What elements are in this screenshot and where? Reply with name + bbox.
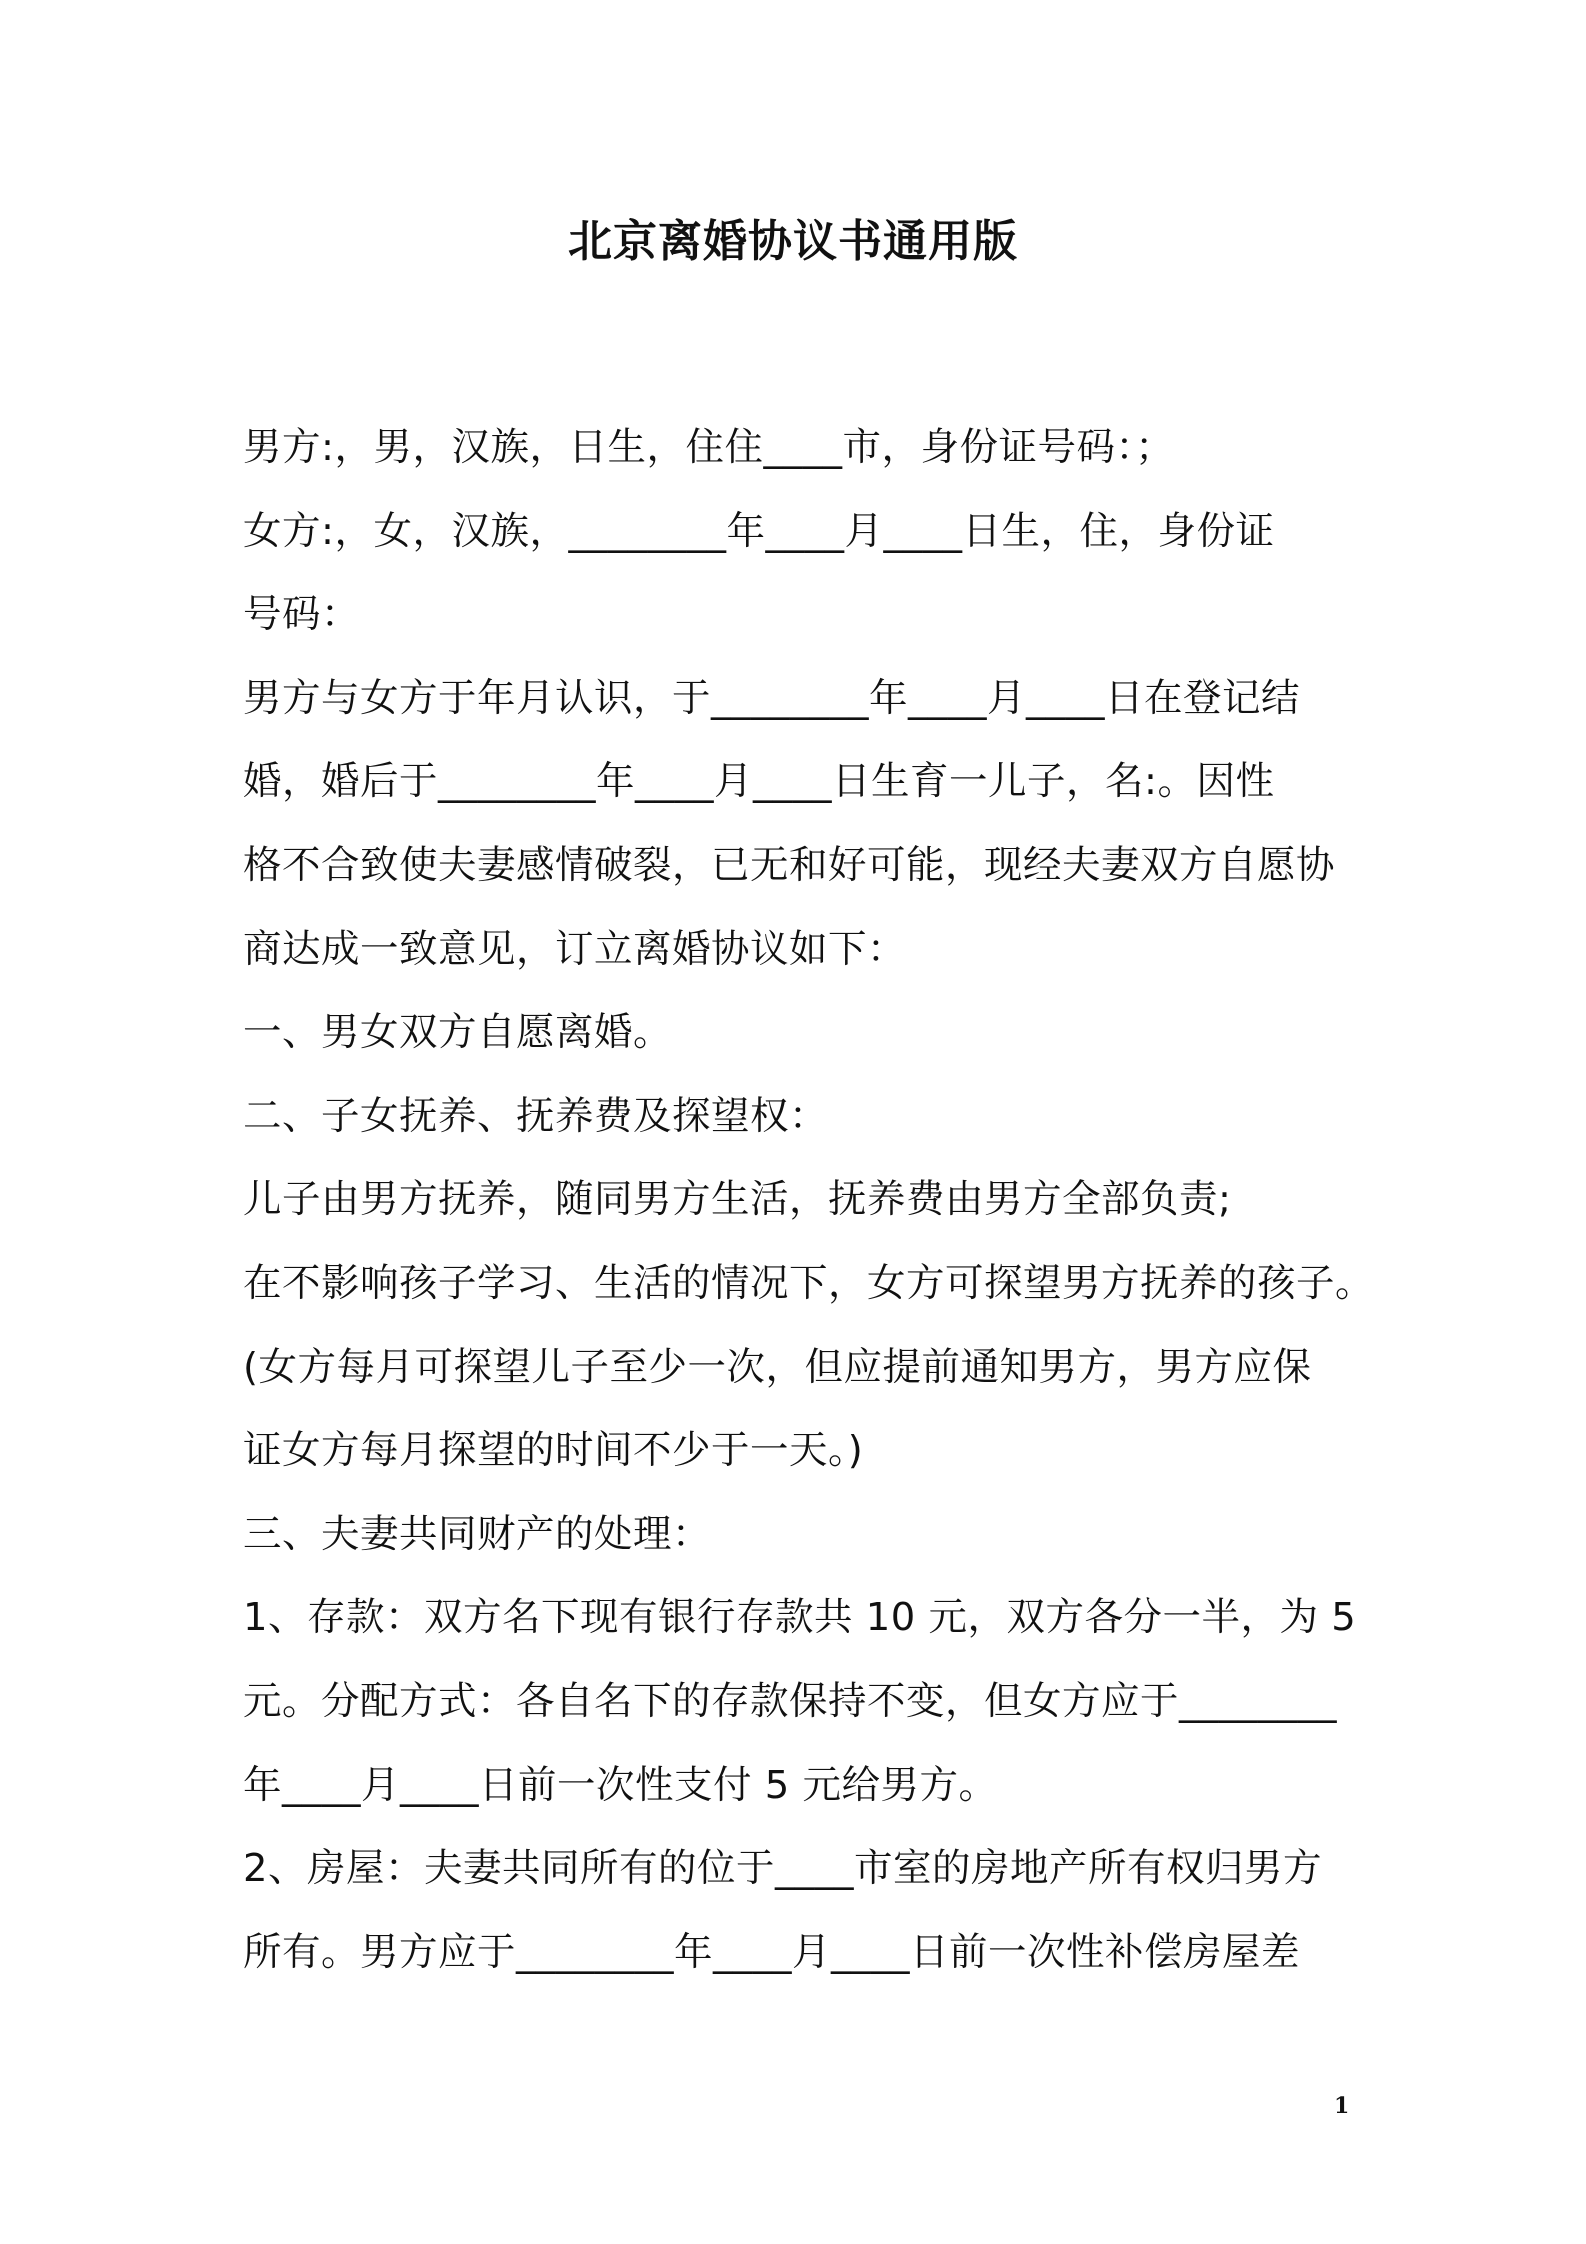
- document-title: 北京离婚协议书通用版: [568, 216, 1018, 267]
- paragraph-line: 证女方每月探望的时间不少于一天。): [243, 1428, 864, 1474]
- page-number: 1: [1334, 2093, 1350, 2119]
- section-heading: 一、男女双方自愿离婚。: [243, 1010, 673, 1056]
- document-body: [243, 406, 1375, 1994]
- paragraph-line: 儿子由男方抚养，随同男方生活，抚养费由男方全部负责;: [243, 1177, 1232, 1223]
- paragraph-line: 在不影响孩子学习、生活的情况下，女方可探望男方抚养的孩子。: [243, 1260, 1375, 1306]
- paragraph-line: 商达成一致意见，订立离婚协议如下：: [243, 926, 907, 972]
- paragraph-line: 所有。男方应于________年____月____日前一次性补偿房屋差: [243, 1929, 1301, 1975]
- paragraph-line: 元。分配方式：各自名下的存款保持不变，但女方应于________: [243, 1678, 1338, 1724]
- paragraph-line: 女方:，女，汉族，________年____月____日生，住，身份证: [243, 508, 1275, 554]
- section-heading: 三、夫妻共同财产的处理：: [243, 1511, 712, 1557]
- paragraph-line: 男方:，男，汉族，日生，住住____市，身份证号码：；: [243, 425, 1175, 470]
- paragraph-line: 2、房屋：夫妻共同所有的位于____市室的房地产所有权归男方: [243, 1846, 1322, 1892]
- section-heading: 二、子女抚养、抚养费及探望权：: [243, 1093, 829, 1139]
- paragraph-line: 号码：: [243, 592, 361, 638]
- paragraph-line: 1、存款：双方名下现有银行存款共 10 元，双方各分一半，为 5: [243, 1595, 1357, 1641]
- paragraph-line: 年____月____日前一次性支付 5 元给男方。: [243, 1762, 998, 1808]
- paragraph-line: 男方与女方于年月认识，于________年____月____日在登记结: [243, 675, 1301, 721]
- paragraph-line: 婚，婚后于________年____月____日生育一儿子，名:。因性: [243, 759, 1275, 805]
- paragraph-line: (女方每月可探望儿子至少一次，但应提前通知男方，男方应保: [243, 1344, 1312, 1390]
- paragraph-line: 格不合致使夫妻感情破裂，已无和好可能，现经夫妻双方自愿协: [243, 842, 1336, 888]
